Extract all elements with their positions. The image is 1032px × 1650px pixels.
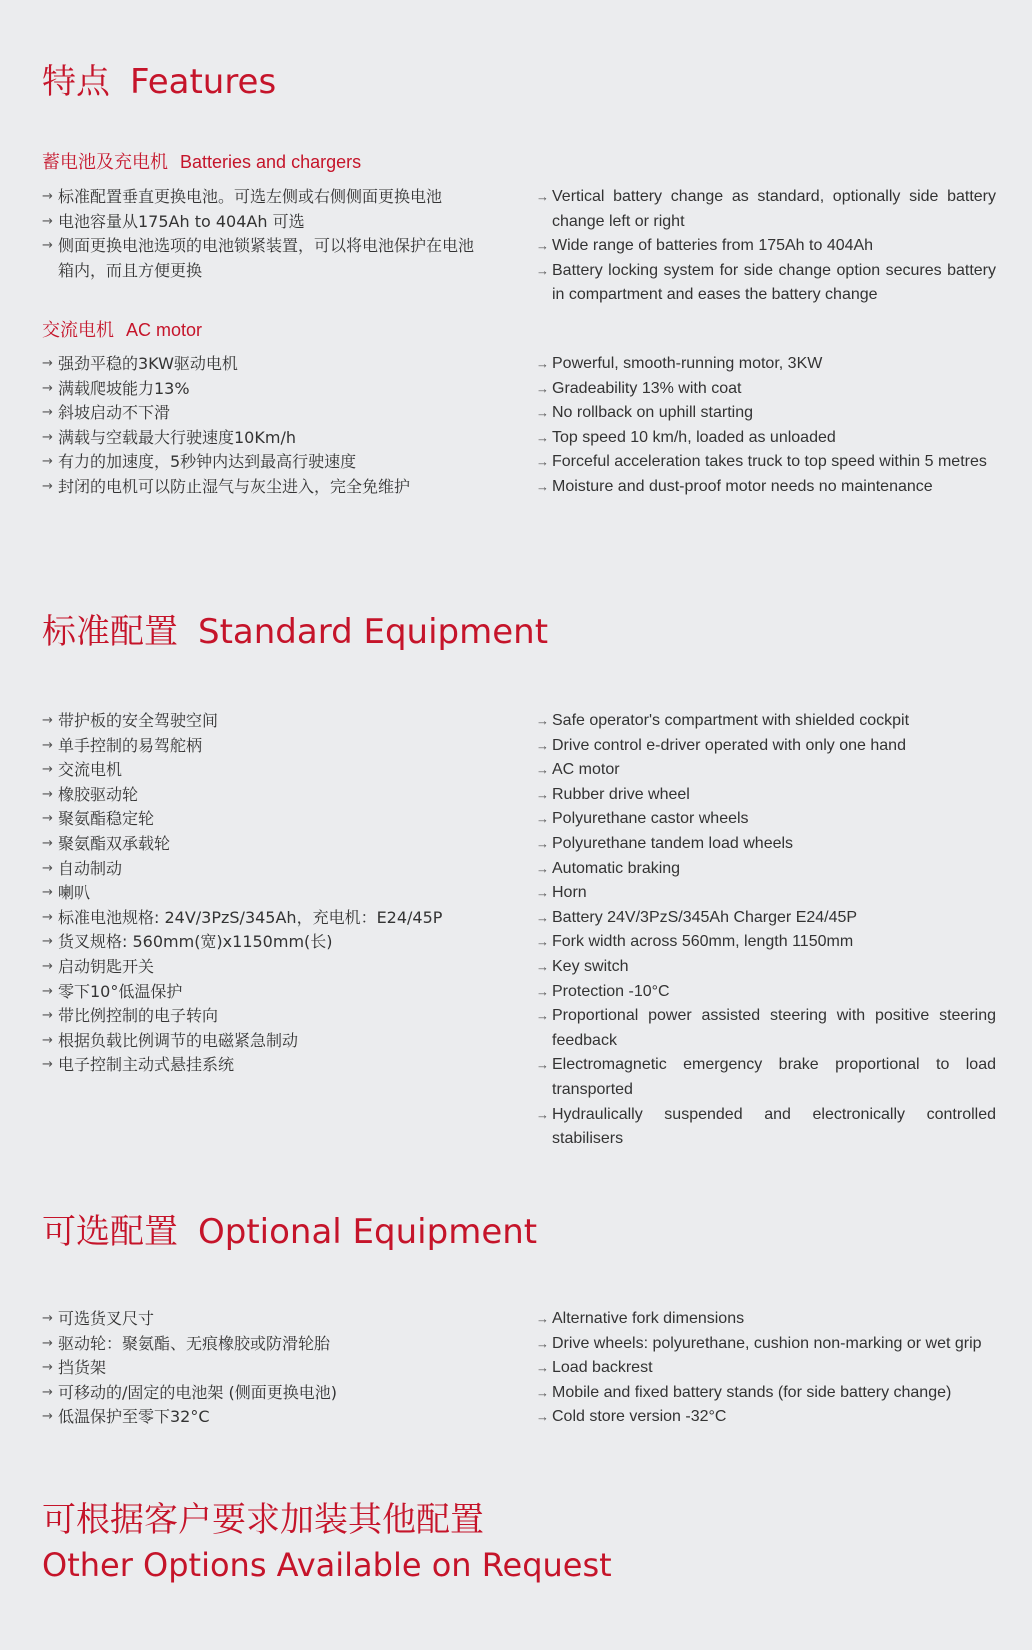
arrow-right-icon: → — [536, 1360, 549, 1376]
arrow-right-icon: → — [536, 934, 549, 950]
list-item: → 电子控制主动式悬挂系统 — [42, 1053, 482, 1078]
list-item: → Proportional power assisted steering with positive steering feedback — [536, 1004, 996, 1053]
list-item: → Polyurethane castor wheels — [536, 807, 996, 832]
list-item: → 喇叭 — [42, 881, 482, 906]
list-item: → Cold store version -32°C — [536, 1405, 996, 1430]
standard-list-en — [536, 709, 996, 1152]
list-item: → Drive wheels: polyurethane, cushion non-marking or wet grip — [536, 1332, 996, 1357]
arrow-right-icon: → — [42, 762, 53, 778]
arrow-right-icon: → — [42, 1008, 53, 1024]
arrow-right-icon: → — [42, 1409, 53, 1425]
optional-title-en: Optional Equipment — [198, 1212, 538, 1252]
arrow-right-icon: → — [536, 1409, 549, 1425]
other-options-title-zh: 可根据客户要求加装其他配置 — [42, 1500, 484, 1540]
list-item: → 斜坡启动不下滑 — [42, 401, 482, 426]
batteries-heading — [42, 150, 361, 175]
list-item: → 封闭的电机可以防止湿气与灰尘进入，完全免维护 — [42, 475, 482, 500]
list-item: → 有力的加速度，5秒钟内达到最高行驶速度 — [42, 450, 482, 475]
list-item: → Powerful, smooth-running motor, 3KW — [536, 352, 996, 377]
features-title-en: Features — [130, 62, 277, 102]
list-item: → Moisture and dust-proof motor needs no maintenance — [536, 475, 996, 500]
arrow-right-icon: → — [42, 786, 53, 802]
arrow-right-icon: → — [42, 958, 53, 974]
list-item: → 带护板的安全驾驶空间 — [42, 709, 482, 734]
arrow-right-icon: → — [42, 713, 53, 728]
list-item: → 橡胶驱动轮 — [42, 783, 482, 808]
arrow-right-icon: → — [42, 405, 53, 421]
arrow-right-icon: → — [42, 380, 53, 396]
arrow-right-icon: → — [42, 1360, 53, 1376]
arrow-right-icon: → — [42, 811, 53, 827]
list-item: → Electromagnetic emergency brake proportional to load transported — [536, 1053, 996, 1102]
arrow-right-icon: → — [42, 737, 53, 753]
motor-list-zh — [42, 352, 482, 500]
list-item: → Vertical battery change as standard, optionally side battery change left or right — [536, 185, 996, 234]
standard-title-zh: 标准配置 — [42, 612, 178, 652]
list-item: → Key switch — [536, 955, 996, 980]
list-item: → Forceful acceleration takes truck to top speed within 5 metres — [536, 450, 996, 475]
list-item: → Load backrest — [536, 1356, 996, 1381]
arrow-right-icon: → — [42, 835, 53, 851]
list-item: → Protection -10°C — [536, 980, 996, 1005]
arrow-right-icon: → — [536, 1057, 549, 1073]
optional-list-en — [536, 1307, 996, 1430]
standard-list-zh — [42, 709, 482, 1078]
arrow-right-icon: → — [42, 189, 53, 204]
optional-title — [42, 1212, 537, 1252]
list-item: → Hydraulically suspended and electronically controlled stabilisers — [536, 1103, 996, 1152]
arrow-right-icon: → — [536, 356, 549, 371]
arrow-right-icon: → — [536, 238, 549, 254]
motor-heading-zh: 交流电机 — [42, 320, 114, 341]
list-item: → 自动制动 — [42, 857, 482, 882]
batteries-heading-en: Batteries and chargers — [180, 152, 362, 172]
arrow-right-icon: → — [42, 885, 53, 901]
arrow-right-icon: → — [536, 835, 549, 851]
arrow-right-icon: → — [536, 983, 549, 999]
list-item: → 标准配置垂直更换电池。可选左侧或右侧侧面更换电池 — [42, 185, 482, 210]
arrow-right-icon: → — [536, 713, 549, 728]
arrow-right-icon: → — [536, 262, 549, 278]
list-item: → 电池容量从175Ah to 404Ah 可选 — [42, 210, 482, 235]
list-item: → 驱动轮：聚氨酯、无痕橡胶或防滑轮胎 — [42, 1332, 482, 1357]
list-item: → Wide range of batteries from 175Ah to 404Ah — [536, 234, 996, 259]
arrow-right-icon: → — [536, 811, 549, 827]
list-item: → 可选货叉尺寸 — [42, 1307, 482, 1332]
arrow-right-icon: → — [42, 1311, 53, 1326]
arrow-right-icon: → — [42, 909, 53, 925]
arrow-right-icon: → — [42, 454, 53, 470]
list-item: → Gradeability 13% with coat — [536, 377, 996, 402]
list-item: → Polyurethane tandem load wheels — [536, 832, 996, 857]
features-title-zh: 特点 — [42, 62, 110, 102]
arrow-right-icon: → — [536, 1008, 549, 1024]
arrow-right-icon: → — [536, 1106, 549, 1122]
list-item: → 可移动的/固定的电池架 (侧面更换电池) — [42, 1381, 482, 1406]
motor-heading — [42, 318, 202, 343]
list-item: → 低温保护至零下32°C — [42, 1405, 482, 1430]
list-item: → Top speed 10 km/h, loaded as unloaded — [536, 426, 996, 451]
list-item: → 交流电机 — [42, 758, 482, 783]
arrow-right-icon: → — [536, 909, 549, 925]
list-item: → Battery locking system for side change option secures battery in compartment and eases the battery change — [536, 259, 996, 308]
arrow-right-icon: → — [536, 380, 549, 396]
arrow-right-icon: → — [536, 405, 549, 421]
arrow-right-icon: → — [42, 983, 53, 999]
list-item: → 单手控制的易驾舵柄 — [42, 734, 482, 759]
list-item: → Mobile and fixed battery stands (for side battery change) — [536, 1381, 996, 1406]
list-item: → 带比例控制的电子转向 — [42, 1004, 482, 1029]
arrow-right-icon: → — [42, 1057, 53, 1073]
list-item: → Fork width across 560mm, length 1150mm — [536, 930, 996, 955]
arrow-right-icon: → — [536, 958, 549, 974]
arrow-right-icon: → — [42, 1335, 53, 1351]
arrow-right-icon: → — [42, 213, 53, 229]
arrow-right-icon: → — [536, 1311, 549, 1326]
features-title — [42, 62, 276, 102]
batteries-list-en — [536, 185, 996, 308]
list-item: → Safe operator's compartment with shielded cockpit — [536, 709, 996, 734]
list-item: → Drive control e-driver operated with only one hand — [536, 734, 996, 759]
standard-title — [42, 612, 548, 652]
list-item: → 货叉规格: 560mm(宽)x1150mm(长) — [42, 930, 482, 955]
list-item: → 根据负载比例调节的电磁紧急制动 — [42, 1029, 482, 1054]
other-options-title-en: Other Options Available on Request — [42, 1546, 612, 1584]
arrow-right-icon: → — [536, 786, 549, 802]
list-item: → Automatic braking — [536, 857, 996, 882]
list-item: → 聚氨酯稳定轮 — [42, 807, 482, 832]
list-item: → 挡货架 — [42, 1356, 482, 1381]
arrow-right-icon: → — [42, 934, 53, 950]
arrow-right-icon: → — [42, 356, 53, 371]
arrow-right-icon: → — [42, 478, 53, 494]
list-item: → Rubber drive wheel — [536, 783, 996, 808]
batteries-heading-zh: 蓄电池及充电机 — [42, 152, 168, 173]
arrow-right-icon: → — [42, 1384, 53, 1400]
arrow-right-icon: → — [536, 429, 549, 445]
arrow-right-icon: → — [42, 429, 53, 445]
list-item: → 启动钥匙开关 — [42, 955, 482, 980]
motor-heading-en: AC motor — [126, 320, 203, 340]
arrow-right-icon: → — [536, 737, 549, 753]
arrow-right-icon: → — [536, 762, 549, 778]
list-item: → 满载爬坡能力13% — [42, 377, 482, 402]
list-item: → 侧面更换电池选项的电池锁紧装置，可以将电池保护在电池箱内，而且方便更换 — [42, 236, 475, 280]
list-item: → Battery 24V/3PzS/345Ah Charger E24/45P — [536, 906, 996, 931]
list-item: → 标准电池规格: 24V/3PzS/345Ah，充电机：E24/45P — [42, 906, 482, 931]
optional-list-zh — [42, 1307, 482, 1430]
list-item: → 满载与空载最大行驶速度10Km/h — [42, 426, 482, 451]
arrow-right-icon: → — [42, 1032, 53, 1048]
arrow-right-icon: → — [536, 189, 549, 204]
list-item: → 聚氨酯双承载轮 — [42, 832, 482, 857]
arrow-right-icon: → — [536, 478, 549, 494]
list-item: → 强劲平稳的3KW驱动电机 — [42, 352, 482, 377]
list-item: → Alternative fork dimensions — [536, 1307, 996, 1332]
list-item: → Horn — [536, 881, 996, 906]
list-item: → No rollback on uphill starting — [536, 401, 996, 426]
batteries-list-zh — [42, 185, 482, 283]
list-item: → AC motor — [536, 758, 996, 783]
standard-title-en: Standard Equipment — [198, 612, 549, 652]
arrow-right-icon: → — [536, 1335, 549, 1351]
optional-title-zh: 可选配置 — [42, 1212, 178, 1252]
arrow-right-icon: → — [42, 860, 53, 876]
motor-list-en — [536, 352, 996, 500]
arrow-right-icon: → — [536, 454, 549, 470]
arrow-right-icon: → — [536, 1384, 549, 1400]
arrow-right-icon: → — [536, 860, 549, 876]
list-item: → 零下10°低温保护 — [42, 980, 482, 1005]
arrow-right-icon: → — [536, 885, 549, 901]
arrow-right-icon: → — [42, 238, 53, 254]
